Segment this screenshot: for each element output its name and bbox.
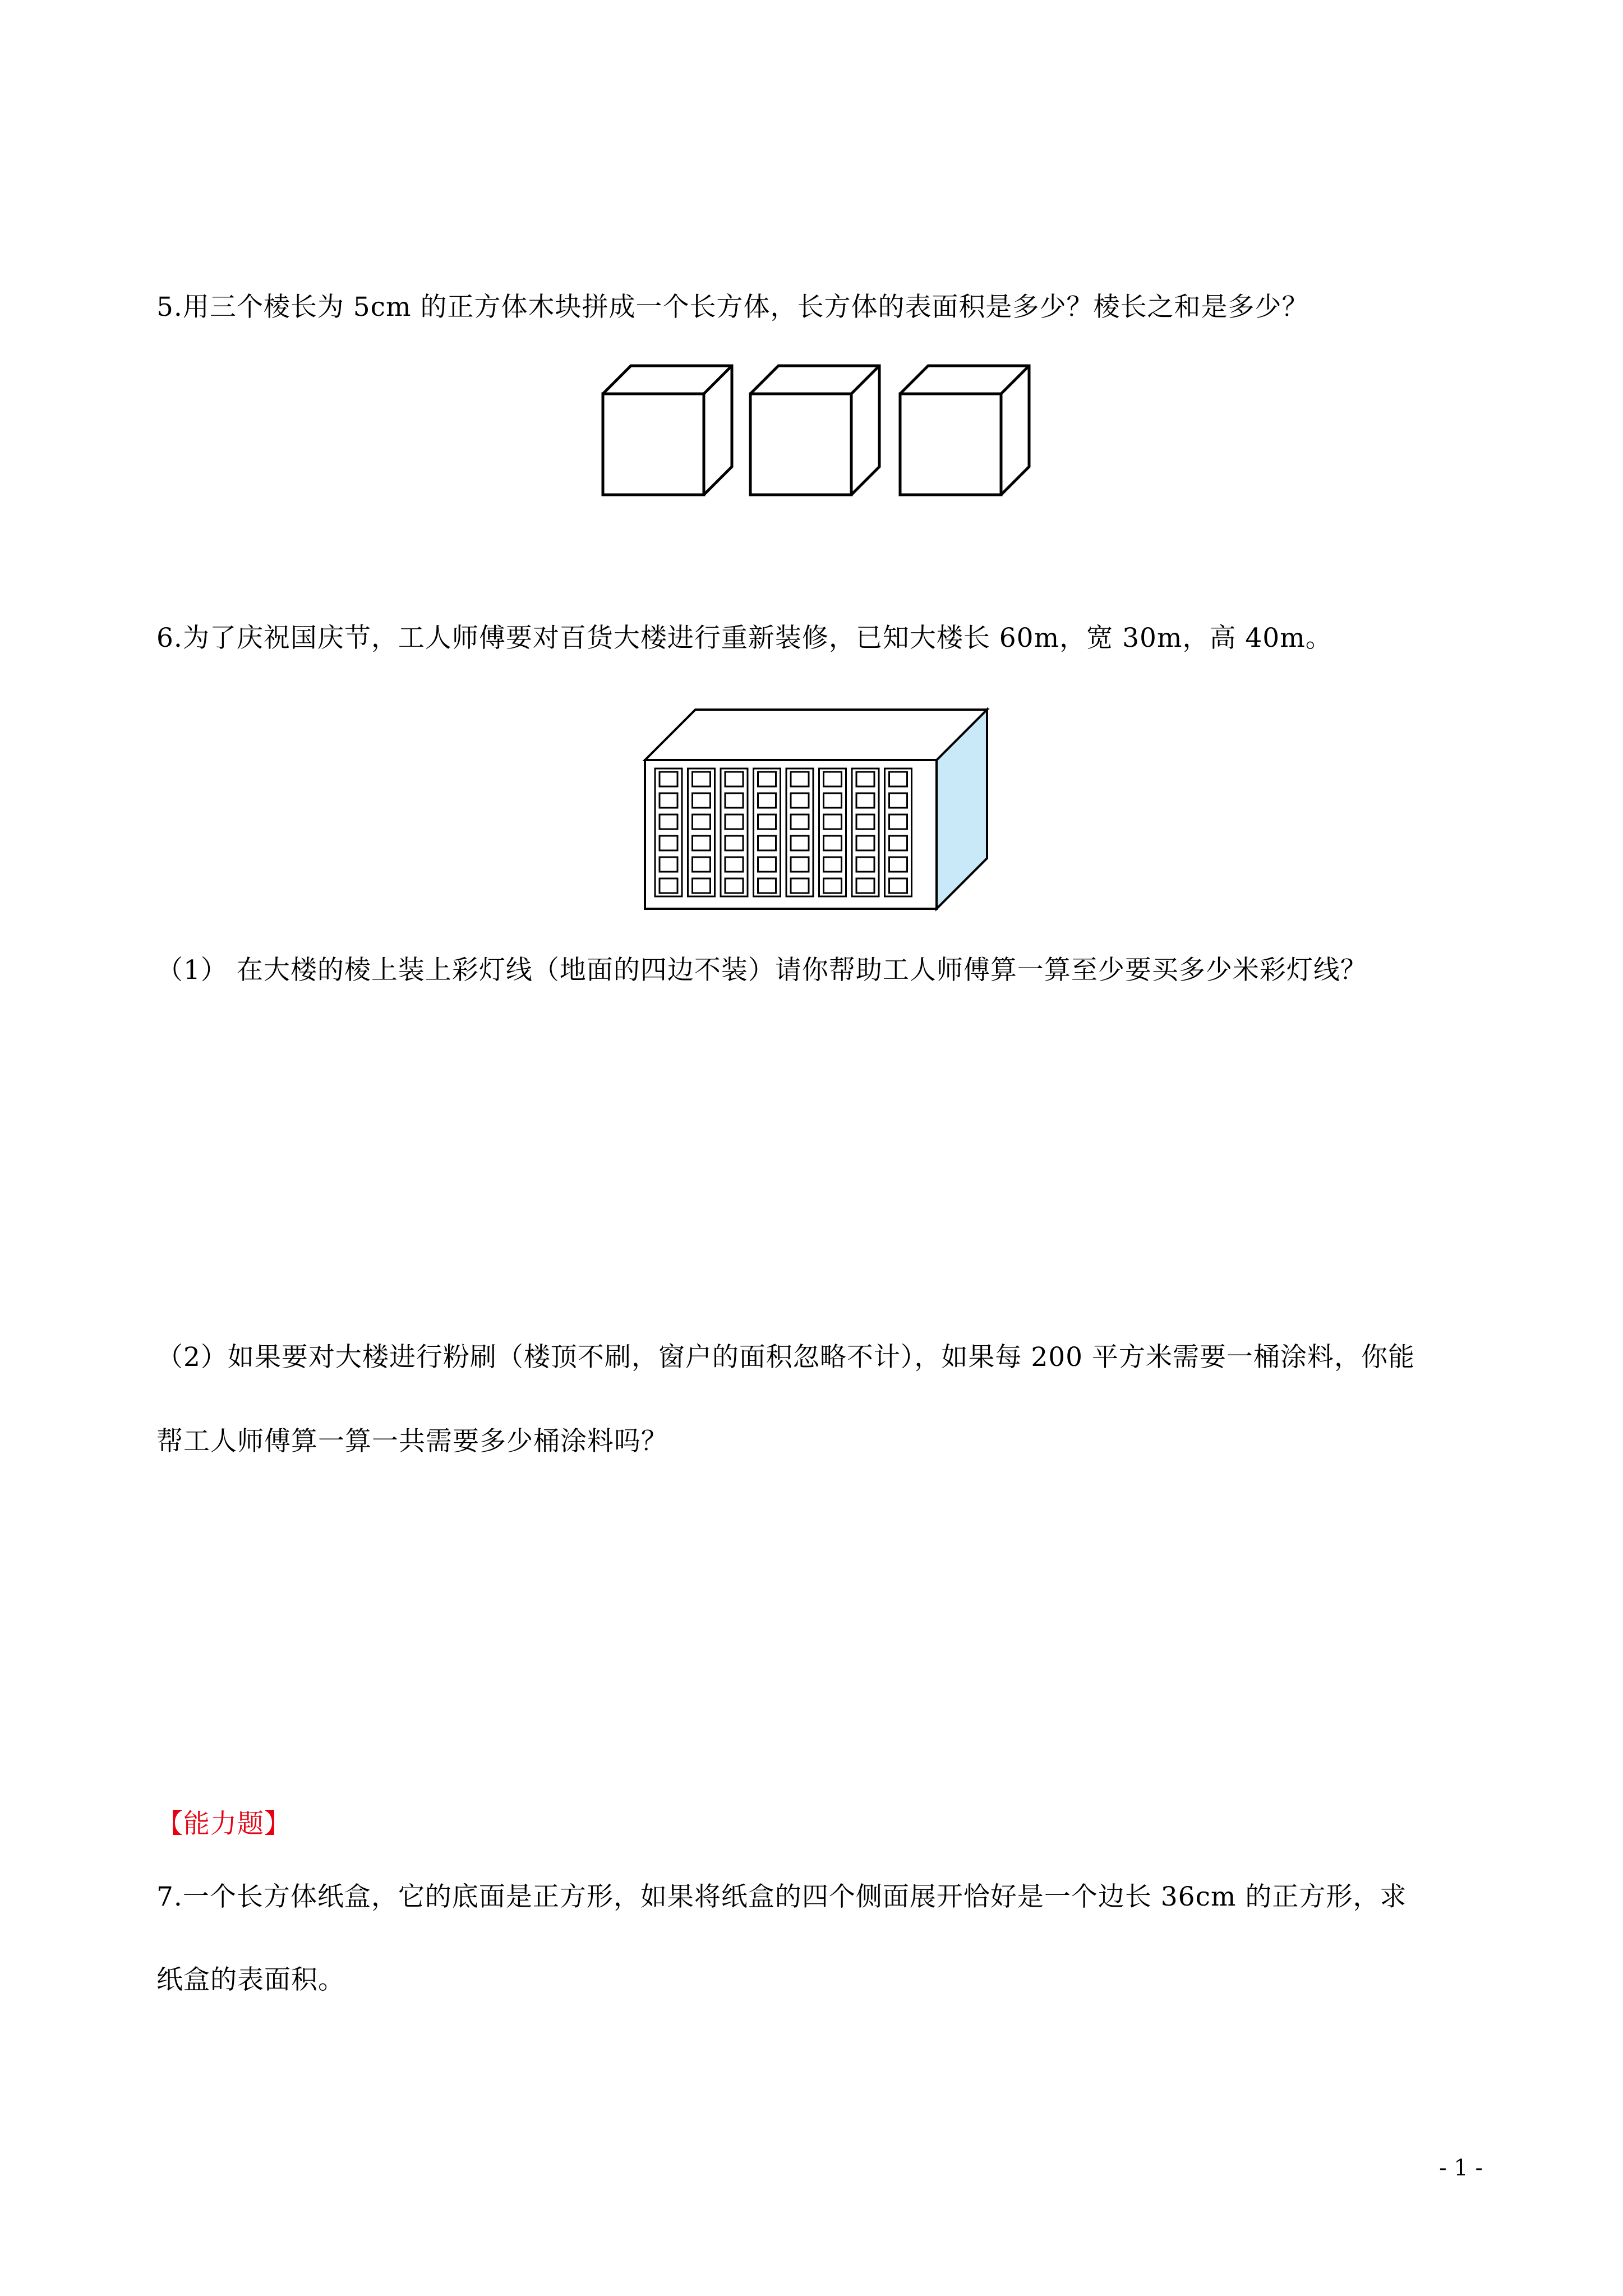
question-7-line-1: 7.一个长方体纸盒，它的底面是正方形，如果将纸盒的四个侧面展开恰好是一个边长 36cm 的正方形，求 — [156, 1881, 1407, 1912]
building-top — [645, 710, 987, 760]
section-title-ability: 【能力题】 — [156, 1809, 291, 1839]
question-7-line-2: 纸盒的表面积。 — [156, 1964, 345, 1995]
cube-1 — [603, 366, 732, 495]
question-6-part-2-line-1: （2）如果要对大楼进行粉刷（楼顶不刷，窗户的面积忽略不计），如果每 200 平方米需要一桶涂料，你能 — [156, 1342, 1415, 1373]
cube-3 — [900, 366, 1029, 495]
building-figure — [639, 701, 998, 914]
question-6-text: 6.为了庆祝国庆节，工人师傅要对百货大楼进行重新装修，已知大楼长 60m，宽 30m，高 40m。 — [156, 623, 1332, 654]
three-cubes-figure — [594, 359, 1043, 505]
question-5-text: 5.用三个棱长为 5cm 的正方体木块拼成一个长方体，长方体的表面积是多少？棱长之和是多少？ — [156, 292, 1309, 323]
page-number: - 1 - — [1439, 2155, 1483, 2181]
question-6-part-1: （1） 在大楼的棱上装上彩灯线（地面的四边不装）请你帮助工人师傅算一算至少要买多少米彩灯线？ — [156, 955, 1367, 986]
question-6-part-2-line-2: 帮工人师傅算一算一共需要多少桶涂料吗？ — [156, 1426, 668, 1457]
cube-2 — [750, 366, 879, 495]
